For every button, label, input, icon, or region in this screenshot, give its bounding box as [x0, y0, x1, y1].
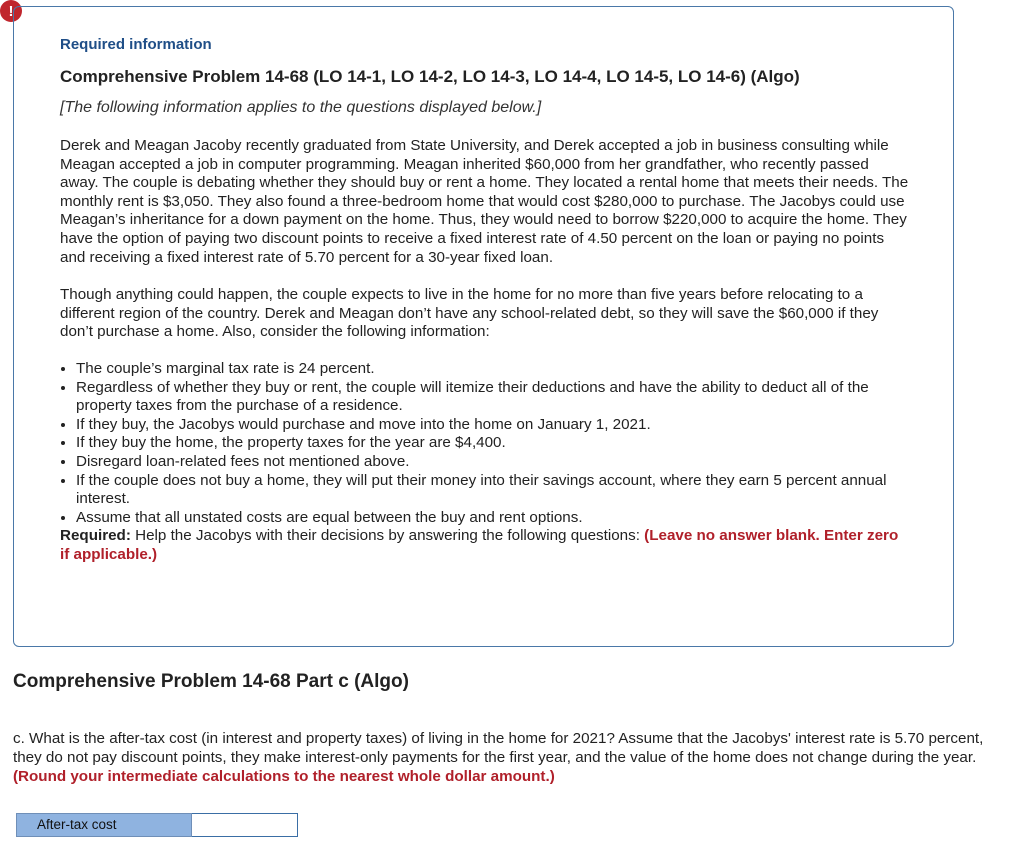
question-body: c. What is the after-tax cost (in interest and property taxes) of living in the home for 2021? Assume that the Jacobys' interest rate is 5.70 percent, they do not pay discount points, they make interest-only payments for the first year, and the value of the home does not change during the year.	[13, 730, 984, 766]
facts-list	[60, 360, 910, 527]
list-item: • The couple’s marginal tax rate is 24 percent.	[76, 360, 910, 379]
required-information-heading: Required information	[60, 36, 212, 53]
info-content	[60, 36, 910, 564]
alert-icon: !	[0, 0, 22, 22]
list-item: • Disregard loan-related fees not mentioned above.	[76, 453, 910, 472]
question-emphasis: (Round your intermediate calculations to the nearest whole dollar amount.)	[13, 768, 555, 785]
problem-title: Comprehensive Problem 14-68 (LO 14-1, LO 14-2, LO 14-3, LO 14-4, LO 14-5, LO 14-6) (Algo)	[60, 67, 800, 86]
required-information-panel	[13, 6, 954, 647]
after-tax-cost-label: After-tax cost	[16, 813, 192, 837]
required-text: Help the Jacobys with their decisions by answering the following questions:	[130, 527, 645, 545]
list-item: • If they buy, the Jacobys would purchase and move into the home on January 1, 2021.	[76, 416, 910, 435]
list-item: • If they buy the home, the property taxes for the year are $4,400.	[76, 434, 910, 453]
applies-note: [The following information applies to the questions displayed below.]	[60, 99, 542, 116]
scenario-paragraph-2: Though anything could happen, the couple expects to live in the home for no more than five years before relocating to a different region of the country. Derek and Meagan don’t have any school-related debt, so they will save the $60,000 if they don’t purchase a home. Also, consider the following information:	[60, 286, 879, 341]
required-label: Required:	[60, 527, 131, 545]
after-tax-cost-input[interactable]	[192, 813, 298, 837]
list-item: • If the couple does not buy a home, they will put their money into their savings account, where they earn 5 percent annual interest.	[76, 472, 910, 509]
answer-row	[16, 813, 298, 837]
scenario-paragraph-1: Derek and Meagan Jacoby recently graduated from State University, and Derek accepted a job in business consulting while Meagan accepted a job in computer programming. Meagan inherited $60,000 from her grandfather, who recently passed away. The couple is debating whether they should buy or rent a home. They located a rental home that meets their needs. The monthly rent is $3,050. They also found a three-bedroom home that would cost $280,000 to purchase. The Jacobys could use Meagan’s inheritance for a down payment on the home. Thus, they would need to borrow $220,000 to acquire the home. They have the option of paying two discount points to receive a fixed interest rate of 4.50 percent on the loan or paying no points and receiving a fixed interest rate of 5.70 percent for a 30-year fixed loan.	[60, 137, 909, 266]
part-title: Comprehensive Problem 14-68 Part c (Algo)	[13, 671, 409, 692]
question-text	[13, 729, 1003, 786]
required-emphasis: (Leave no answer blank. Enter zero if applicable.)	[60, 527, 899, 563]
required-instructions	[60, 527, 910, 564]
list-item: • Regardless of whether they buy or rent, the couple will itemize their deductions and have the ability to deduct all of the property taxes from the purchase of a residence.	[76, 379, 910, 416]
list-item: • Assume that all unstated costs are equal between the buy and rent options.	[76, 509, 910, 528]
